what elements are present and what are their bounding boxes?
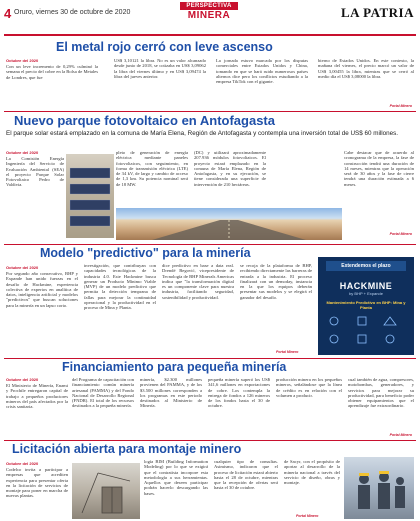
article-predictive-model: [0, 245, 420, 357]
hackmine-ad: [318, 257, 414, 355]
article2-col-3: (DC) y utilizará aproximadamente 207.936 módulos fotovoltaicos. El proyecto estará emplazado en la comuna de María Elena, Región de Antofagasta, y en su ejecución, se tiene considerada una superficie de intervención de 210 hectáreas.: [194, 150, 266, 187]
article4-headline: Financiamiento para pequeña minería: [62, 360, 287, 374]
article4-col-5: producción minera en los pequeños mineros, señalándose que la línea de crédito es en relación con el volumen a producir.: [276, 377, 342, 398]
article1-col-1: Con un leve incremento de 0,29% culminó la semana el precio del cobre en la Bolsa de Metales de Londres, que fue: [6, 64, 98, 80]
article5-headline: Licitación abierta para montaje minero: [12, 442, 242, 456]
article3-dateline: Octubre del 2020: [6, 265, 39, 270]
road-icon: [116, 208, 342, 240]
article5-col-1: Codelco invita a participar a empresas que acrediten experiencia para presentar oferta en la licitación de servicios de montaje para poner en marcha de nuevas plantas.: [6, 467, 68, 499]
article2-col-1: La Comisión Energía Ingeniería del Servicio de Evaluación Ambiental (SEA) el proyecto Parque Solar Fotovoltaico Pedro de Valdivia.: [6, 156, 64, 188]
industrial-structure-icon: [72, 463, 140, 519]
article5-credit: Portal Minero: [296, 514, 319, 518]
people-icon: [344, 457, 414, 519]
article3-col-3: dice predictivo en base a data real. Drendé Begović, vicepresidente de Tecnología de BHP Minerals Americas indica que "la transformación digital es un componente clave para nuestra industria, facilitando seguridad, sostenibilidad y productividad.: [162, 263, 234, 300]
workers-photo: [344, 457, 414, 519]
article-solar-park: [0, 112, 420, 242]
article5-col-4: de Sacyr, con el propósito de aportar al desarrollo de la minería nacional a través del servicio de diseño, obras y montaje.: [284, 459, 340, 486]
section-top: PERSPECTIVA: [180, 2, 238, 10]
article4-dateline: Octubre del 2020: [6, 377, 39, 382]
article5-col-3: cualquier tipo de consultas. Asimismo, indicaron que el proceso de licitación estará abierto hasta el 28 de octubre, mientras que la recepción de ofertas será hasta el 30 de octubre.: [214, 459, 278, 491]
globe-icon: [330, 335, 338, 343]
article-mining-tender: [0, 441, 420, 521]
article2-credit: Portal Minero: [389, 232, 412, 236]
article3-col-4: se recoja de la plataforma de BHP, recibiendo directamente las barreras de entrada a la industria. El proceso finalizará con un demoday, instancia en la que los equipos deberán presentar sus modelos y se elegirá el ganador del desafío.: [240, 263, 312, 300]
solar-panels-icon: [66, 154, 114, 238]
article-copper-price: [0, 38, 420, 110]
article2-col-4: Cabe destacar que de acuerdo al cronograma de la empresa, la fase de construcción tendrá una duración de 14 meses, mientras que la operación será de 30 años y la fase de cierre tendrá una duración estimada a 6 meses.: [344, 150, 414, 187]
mine-plant-photo: [72, 463, 140, 519]
page-number: 4: [4, 6, 12, 21]
article1-col-4: bierno de Estados Unidos. En este contexto, la mañana del viernes, el precio marcó un valor de US$ 3,00455 la libra, mientras que se cerró al medio día el US$ 3,08000 la libra.: [318, 58, 414, 79]
ad-icons: [318, 313, 414, 353]
article2-col-2: pleto de generación de energía eléctrica mediante paneles fotovoltaicos, con seguimiento, en forma de transmisión eléctrica (LTE) de 34 kV, de largo y cambio de acceso de 1,3 km. Su potencia nominal será de 18 MW.: [116, 150, 188, 187]
ad-tag: by BHP + Expande: [349, 291, 383, 296]
newspaper-name: LA PATRIA: [341, 5, 414, 20]
ad-brand: HACKMINE: [339, 281, 393, 291]
section-bottom: MINERA: [187, 10, 231, 21]
triangle-icon: [384, 317, 396, 325]
article1-credit: Portal Minero: [389, 104, 412, 108]
ad-title: Extendemos el plazo: [326, 261, 406, 271]
article3-col-2: investigación, que contribuyan con capacidades tecnológicas de la industria 4.0. Este Hackmine busca generar un Producto Mínimo Viable (MVP) de un modelo predictivo que permita la detección temprana de fallas para mejorar la continuidad operacional y la productividad en el proceso de Mina y Planta.: [84, 263, 156, 311]
gear-icon: [330, 317, 338, 325]
target-icon: [386, 335, 394, 343]
article3-headline: Modelo "predictivo" para la minería: [40, 246, 251, 260]
ad-subtitle: Mantenimiento Predictivo en BHP: Mina y Planta: [326, 300, 406, 310]
article3-col-1: Por segundo año consecutivo, BHP y Expande han unido fuerzas en el desafío de Hackmine, experiencia colectiva de expertos en analítica de datos, inteligencia artificial y modelos "predictivos" que buscan soluciones para la minería en un lapso corto.: [6, 271, 78, 308]
article1-dateline: Octubre del 2020: [6, 58, 39, 63]
article4-col-3: minería, $2.300 millones provienen del PAMMA, y de los $3.500 millones corresponden a los programas en este periodo destinados al Ministerio de Minería.: [140, 377, 202, 409]
article3-credit: Portal Minero: [276, 350, 299, 354]
article4-col-4: pequeña minería superó los US$ 341,6 millones en exportaciones de cobre. Los contempla la entrega de fondos a 126 mineros de los fondos hasta el 30 de octubre.: [208, 377, 270, 409]
desert-landscape-photo: [116, 208, 342, 240]
article4-credit: Portal Minero: [389, 433, 412, 437]
article-small-mining-finance: [0, 359, 420, 439]
article1-headline: El metal rojo cerró con leve ascenso: [56, 40, 273, 54]
article1-col-3: La jornada estuvo marcada por los disputas comerciales entre Estados Unidos y China, tomando en que se hará ruido numerosos países alternos dice pero los conflictos estudiando a la empresa TikTok con el gigante.: [216, 58, 308, 85]
article2-deck: El parque solar estará emplazado en la comuna de María Elena, Región de Antofagasta y contempla una inversión total de US$ 60 millones.: [6, 130, 399, 137]
solar-panel-photo: [66, 154, 114, 238]
page-header: [0, 0, 420, 36]
article4-col-2: del Programa de capacitación con financiamiento común minería artesanal (PAMMA) y del Fondo Nacional de Desarrollo Regional (FNDR). El total de los recursos destinados a la pequeña minería.: [72, 377, 134, 409]
article2-dateline: Octubre del 2020: [6, 150, 39, 155]
article2-headline: Nuevo parque fotovoltaico en Antofagasta: [14, 113, 275, 128]
chart-icon: [358, 335, 366, 343]
article4-col-1: El Ministerio de Minería, Enami y Prochile entregaron capital de trabajo a pequeños productores mineros del país afectados por la crisis sanitaria.: [6, 383, 68, 410]
issue-date: Oruro, viernes 30 de octubre de 2020: [14, 9, 131, 16]
header-rule: [4, 34, 416, 36]
section-masthead: [180, 2, 238, 32]
article5-dateline: Octubre del 2020: [6, 461, 39, 466]
article4-col-6: cual también de agua, compresores, motobombas, generadores, y servicios para mejorar su productividad, para beneficio poder obtener equipamientos que el aprendizaje fue extraordinario.: [348, 377, 414, 409]
article5-col-2: logía BIM (Building Information Modeling) por lo que se exigirá que el contratista incorpore esta metodología a sus herramientas. Aquellos que deseen participar podrán hacerlo descargando las bases.: [144, 459, 208, 496]
article1-col-2: US$ 3,10121 la libra. No es un valor alcanzado desde junio de 2018, se cotizaba en US$ 3,09062 la libra del viernes último y en US$ 3,09474 la libra del jueves anterior.: [114, 58, 206, 79]
chip-icon: [358, 317, 366, 325]
